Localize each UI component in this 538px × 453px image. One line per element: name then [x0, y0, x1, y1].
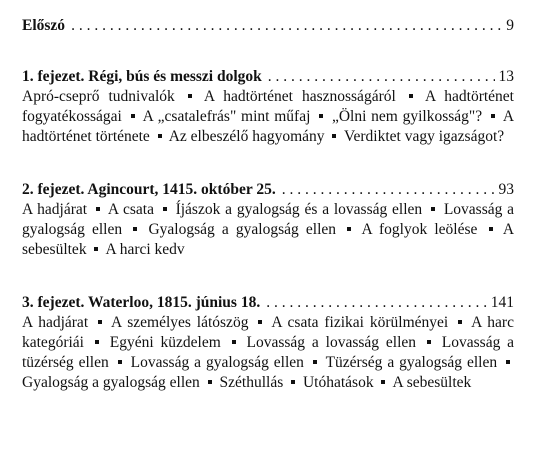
- topic-item: A „csatalefrás" mint műfaj: [142, 108, 311, 125]
- topic-item: Apró-cseprő tudnivalók: [22, 88, 175, 105]
- square-bullet-icon: [347, 227, 351, 231]
- chapter-topics: [22, 313, 514, 393]
- chapter-topics: [22, 200, 514, 260]
- square-bullet-icon: [506, 360, 510, 364]
- square-bullet-icon: [313, 360, 317, 364]
- square-bullet-icon: [94, 247, 98, 251]
- toc-chapter-2: [22, 180, 514, 260]
- square-bullet-icon: [431, 207, 435, 211]
- topic-item: Lovasság a gyalogság ellen: [22, 201, 515, 238]
- square-bullet-icon: [319, 114, 323, 118]
- chapter-page-number: 141: [490, 294, 514, 311]
- square-bullet-icon: [208, 380, 212, 384]
- square-bullet-icon: [458, 320, 462, 324]
- topic-item: Verdiktet vagy igazságot?: [344, 128, 505, 145]
- topic-item: A csata fizikai körülményei: [271, 314, 449, 331]
- square-bullet-icon: [291, 380, 295, 384]
- topic-item: A személyes látószög: [111, 314, 249, 331]
- chapter-title: 3. fejezet. Waterloo, 1815. június 18.: [22, 294, 261, 311]
- topic-item: Széthullás: [219, 374, 284, 391]
- topic-item: A hadjárat: [22, 314, 89, 331]
- topic-item: A harci kedv: [105, 241, 185, 258]
- topic-item: A hadtörténet hasznosságáról: [203, 88, 396, 105]
- topic-item: A csata: [107, 201, 154, 218]
- topic-item: A foglyok leölése: [361, 221, 478, 238]
- topic-item: A hadtörténet fogyatékosságai: [22, 88, 514, 125]
- square-bullet-icon: [95, 340, 99, 344]
- square-bullet-icon: [98, 320, 102, 324]
- chapter-topics: [22, 87, 514, 147]
- square-bullet-icon: [96, 207, 100, 211]
- topic-item: Lovasság a gyalogság ellen: [130, 354, 304, 371]
- dot-leader: [268, 67, 495, 87]
- entry-title: Előszó: [22, 17, 66, 34]
- chapter-page-number: 93: [498, 181, 514, 198]
- square-bullet-icon: [232, 340, 236, 344]
- topic-item: Utóhatások: [302, 374, 374, 391]
- chapter-heading[interactable]: [22, 293, 514, 313]
- square-bullet-icon: [131, 114, 135, 118]
- topic-item: A sebesültek: [22, 221, 515, 258]
- chapter-heading[interactable]: [22, 67, 514, 87]
- entry-page-number: 9: [506, 17, 514, 34]
- toc-entry-preface[interactable]: [22, 16, 514, 36]
- chapter-heading[interactable]: [22, 180, 514, 200]
- topic-item: Lovasság a tüzérség ellen: [22, 334, 515, 371]
- topic-item: A hadjárat: [22, 201, 88, 218]
- topic-item: Gyalogság a gyalogság ellen: [22, 374, 200, 391]
- toc-chapter-3: [22, 293, 514, 393]
- square-bullet-icon: [158, 134, 162, 138]
- topic-item: A harc kategóriái: [22, 314, 514, 351]
- topic-item: „Ölni nem gyilkosság"?: [331, 108, 483, 125]
- chapter-title: 1. fejezet. Régi, bús és messzi dolgok: [22, 68, 262, 85]
- square-bullet-icon: [188, 94, 192, 98]
- chapter-page-number: 13: [498, 68, 514, 85]
- square-bullet-icon: [381, 380, 385, 384]
- dot-leader: [282, 180, 495, 200]
- dot-leader: [266, 293, 487, 313]
- square-bullet-icon: [133, 227, 137, 231]
- dot-leader: [71, 16, 502, 36]
- topic-item: Lovasság a lovasság ellen: [246, 334, 417, 351]
- square-bullet-icon: [118, 360, 122, 364]
- square-bullet-icon: [409, 94, 413, 98]
- topic-item: A hadtörténet története: [22, 108, 515, 145]
- topic-item: Tüzérség a gyalogság ellen: [325, 354, 498, 371]
- square-bullet-icon: [489, 227, 493, 231]
- square-bullet-icon: [258, 320, 262, 324]
- topic-item: Íjászok a gyalogság és a lovasság ellen: [175, 201, 423, 218]
- square-bullet-icon: [491, 114, 495, 118]
- table-of-contents: [22, 16, 514, 393]
- topic-item: Az elbeszélő hagyomány: [168, 128, 325, 145]
- toc-chapter-1: [22, 67, 514, 147]
- chapter-title: 2. fejezet. Agincourt, 1415. október 25.: [22, 181, 276, 198]
- topic-item: A sebesültek: [392, 374, 472, 391]
- square-bullet-icon: [332, 134, 336, 138]
- square-bullet-icon: [163, 207, 167, 211]
- square-bullet-icon: [427, 340, 431, 344]
- topic-item: Gyalogság a gyalogság ellen: [148, 221, 337, 238]
- topic-item: Egyéni küzdelem: [109, 334, 221, 351]
